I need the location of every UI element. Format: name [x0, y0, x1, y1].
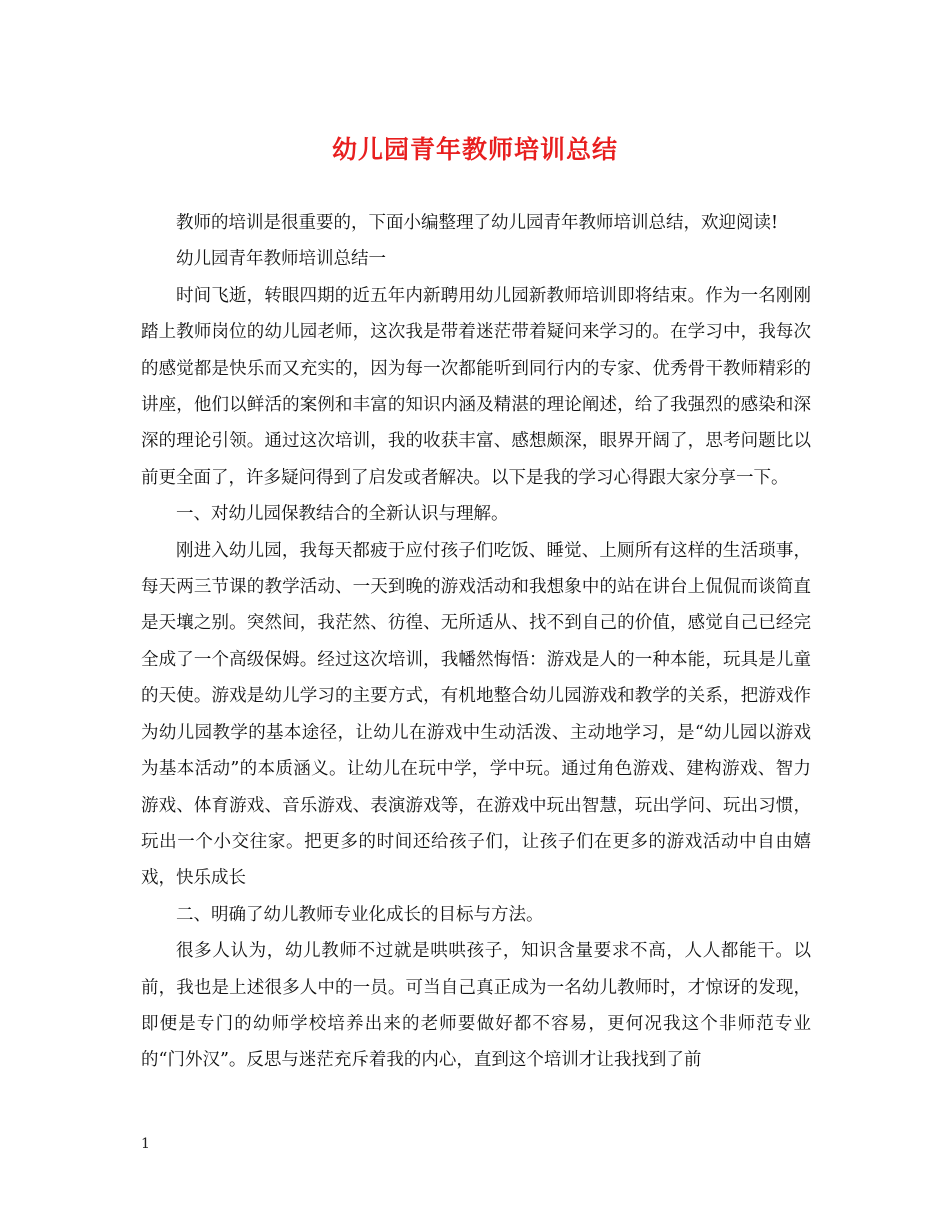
section-heading: 幼儿园青年教师培训总结一: [176, 249, 386, 270]
section-heading: 一、对幼儿园保教结合的全新认识与理解。: [176, 504, 509, 525]
page-number: 1: [141, 1136, 150, 1152]
body-paragraph: 刚进入幼儿园，我每天都疲于应付孩子们吃饭、睡觉、上厕所有这样的生活琐事，每天两三节课的教学活动、一天到晚的游戏活动和我想象中的站在讲台上侃侃而谈简直是天壤之别。突然间，我茫然、彷徨、无所适从、找不到自己的价值，感觉自己已经完全成了一个高级保姆。经过这次培训，我幡然悔悟：游戏是人的一种本能，玩具是儿童的天使。游戏是幼儿学习的主要方式，有机地整合幼儿园游戏和教学的关系，把游戏作为幼儿园教学的基本途径，让幼儿在游戏中生动活泼、主动地学习，是“幼儿园以游戏为基本活动”的本质涵义。让幼儿在玩中学，学中玩。通过角色游戏、建构游戏、智力游戏、体育游戏、音乐游戏、表演游戏等，在游戏中玩出智慧，玩出学问、玩出习惯，玩出一个小交往家。把更多的时间还给孩子们，让孩子们在更多的游戏活动中自由嬉戏，快乐成长: [141, 540, 811, 889]
document-title: 幼儿园青年教师培训总结: [331, 135, 618, 164]
document-body: [141, 205, 811, 1079]
body-paragraph: 很多人认为，幼儿教师不过就是哄哄孩子，知识含量要求不高，人人都能干。以前，我也是上述很多人中的一员。可当自己真正成为一名幼儿教师时，才惊讶的发现，即便是专门的幼师学校培养出来的老师要做好都不容易，更何况我这个非师范专业的“门外汉”。反思与迷茫充斥着我的内心，直到这个培训才让我找到了前: [141, 941, 811, 1071]
section-heading: 二、明确了幼儿教师专业化成长的目标与方法。: [176, 904, 544, 925]
body-paragraph: 时间飞逝，转眼四期的近五年内新聘用幼儿园新教师培训即将结束。作为一名刚刚踏上教师岗位的幼儿园老师，这次我是带着迷茫带着疑问来学习的。在学习中，我每次的感觉都是快乐而又充实的，因为每一次都能听到同行内的专家、优秀骨干教师精彩的讲座，他们以鲜活的案例和丰富的知识内涵及精湛的理论阐述，给了我强烈的感染和深深的理论引领。通过这次培训，我的收获丰富、感想颇深，眼界开阔了，思考问题比以前更全面了，许多疑问得到了启发或者解决。以下是我的学习心得跟大家分享一下。: [141, 285, 811, 488]
intro-paragraph: 教师的培训是很重要的，下面小编整理了幼儿园青年教师培训总结，欢迎阅读!: [176, 213, 779, 233]
